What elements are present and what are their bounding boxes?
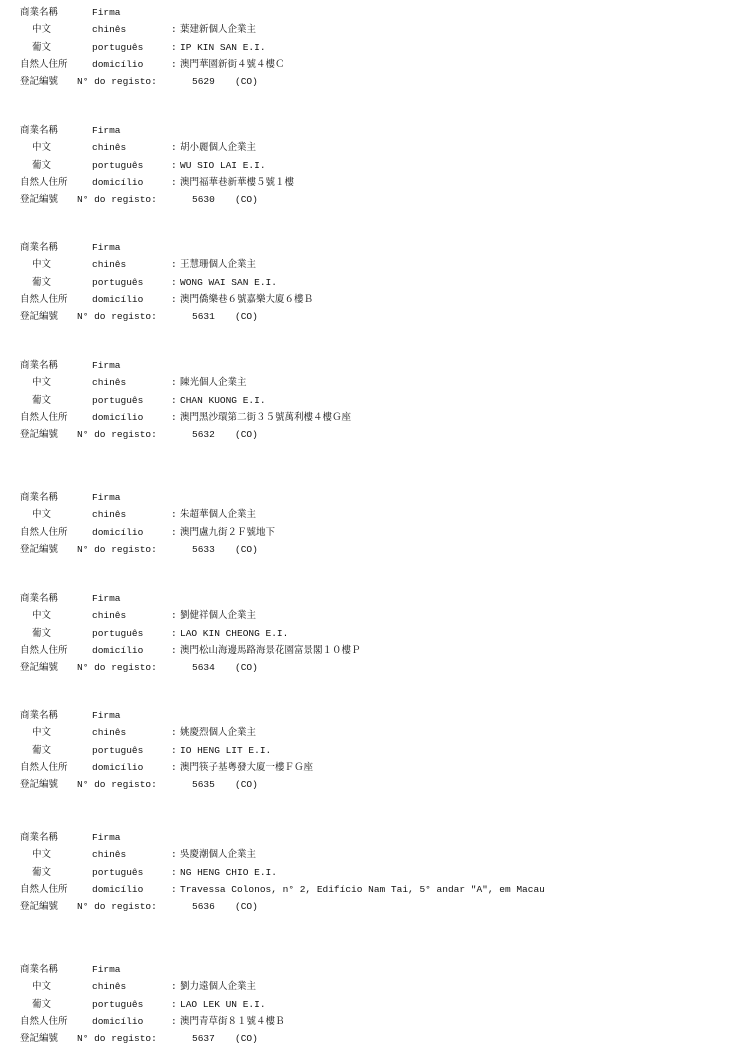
firm-label-zh: 商業名稱 xyxy=(20,7,59,18)
domicile-label-pt: domicílio xyxy=(92,883,144,895)
portuguese-name-value: WU SIO LAI E.I. xyxy=(180,159,266,171)
domicile-label-pt: domicílio xyxy=(92,176,144,188)
colon: : xyxy=(171,727,177,739)
chinese-name-line xyxy=(20,23,720,40)
portuguese-label-zh: 葡文 xyxy=(32,744,52,756)
registry-label-pt: N° do registo: xyxy=(77,76,157,88)
registry-line xyxy=(20,661,720,678)
registry-number: 5629 xyxy=(192,76,215,88)
portuguese-name-line xyxy=(20,159,720,176)
registry-label-pt: N° do registo: xyxy=(77,543,157,555)
portuguese-label-zh: 葡文 xyxy=(32,627,52,639)
firm-label-pt: Firma xyxy=(92,242,121,253)
colon: : xyxy=(171,377,177,389)
portuguese-label-pt: português xyxy=(92,394,144,406)
colon: : xyxy=(171,509,177,521)
registry-number: 5633 xyxy=(192,543,215,555)
domicile-label-pt: domicílio xyxy=(92,1015,144,1027)
portuguese-label-pt: português xyxy=(92,998,144,1010)
portuguese-label-zh: 葡文 xyxy=(32,41,52,53)
registry-suffix: (CO) xyxy=(235,311,258,323)
registry-suffix: (CO) xyxy=(235,429,258,441)
domicile-label-pt: domicílio xyxy=(92,58,144,70)
colon: : xyxy=(171,849,177,861)
registry-number: 5631 xyxy=(192,311,215,323)
firm-label-pt: Firma xyxy=(92,492,121,503)
chinese-label-pt: chinês xyxy=(92,727,127,739)
firm-label-zh: 商業名稱 xyxy=(20,593,59,604)
registry-suffix: (CO) xyxy=(235,1033,258,1045)
colon: : xyxy=(171,293,177,305)
registry-label-pt: N° do registo: xyxy=(77,311,157,323)
firm-label-zh: 商業名稱 xyxy=(20,832,59,843)
portuguese-name-value: NG HENG CHIO E.I. xyxy=(180,866,277,878)
firm-label-pt: Firma xyxy=(92,710,121,721)
chinese-name-value: 王慧珊個人企業主 xyxy=(180,259,257,271)
chinese-label-zh: 中文 xyxy=(32,259,52,271)
registry-label-pt: N° do registo: xyxy=(77,429,157,441)
chinese-label-zh: 中文 xyxy=(32,981,52,993)
domicile-label-zh: 自然人住所 xyxy=(20,761,68,773)
portuguese-label-pt: português xyxy=(92,276,144,288)
registry-record xyxy=(20,124,720,210)
domicile-label-zh: 自然人住所 xyxy=(20,58,68,70)
domicile-label-zh: 自然人住所 xyxy=(20,293,68,305)
registry-label-zh: 登記編號 xyxy=(20,543,59,555)
registry-suffix: (CO) xyxy=(235,76,258,88)
chinese-label-zh: 中文 xyxy=(32,142,52,154)
chinese-name-value: 吳慶潮個人企業主 xyxy=(180,849,257,861)
domicile-label-zh: 自然人住所 xyxy=(20,176,68,188)
portuguese-name-line xyxy=(20,627,720,644)
registry-label-zh: 登記編號 xyxy=(20,779,59,791)
domicile-label-pt: domicílio xyxy=(92,526,144,538)
colon: : xyxy=(171,176,177,188)
registry-record xyxy=(20,709,720,795)
registry-line xyxy=(20,428,720,445)
portuguese-label-zh: 葡文 xyxy=(32,276,52,288)
domicile-value: 澳門華園新街４號４樓Ｃ xyxy=(180,58,285,70)
domicile-label-zh: 自然人住所 xyxy=(20,1015,68,1027)
firm-label-zh: 商業名稱 xyxy=(20,125,59,136)
chinese-name-line xyxy=(20,726,720,743)
registry-label-pt: N° do registo: xyxy=(77,194,157,206)
registry-record xyxy=(20,831,720,917)
registry-suffix: (CO) xyxy=(235,194,258,206)
portuguese-label-pt: português xyxy=(92,866,144,878)
chinese-label-pt: chinês xyxy=(92,981,127,993)
portuguese-label-pt: português xyxy=(92,159,144,171)
portuguese-name-line xyxy=(20,41,720,58)
registry-suffix: (CO) xyxy=(235,543,258,555)
domicile-label-pt: domicílio xyxy=(92,644,144,656)
colon: : xyxy=(171,761,177,773)
registry-record xyxy=(20,359,720,445)
colon: : xyxy=(171,159,177,171)
registry-label-zh: 登記編號 xyxy=(20,311,59,323)
chinese-name-line xyxy=(20,609,720,626)
firm-label-zh: 商業名稱 xyxy=(20,360,59,371)
portuguese-name-line xyxy=(20,276,720,293)
firm-header-line xyxy=(20,592,720,609)
firm-label-pt: Firma xyxy=(92,360,121,371)
chinese-label-zh: 中文 xyxy=(32,727,52,739)
chinese-label-zh: 中文 xyxy=(32,24,52,36)
firm-label-zh: 商業名稱 xyxy=(20,964,59,975)
portuguese-name-line xyxy=(20,744,720,761)
firm-header-line xyxy=(20,709,720,726)
registry-label-zh: 登記編號 xyxy=(20,1033,59,1045)
portuguese-name-value: LAO KIN CHEONG E.I. xyxy=(180,627,289,639)
firm-label-pt: Firma xyxy=(92,125,121,136)
colon: : xyxy=(171,644,177,656)
portuguese-label-pt: português xyxy=(92,41,144,53)
registry-label-zh: 登記編號 xyxy=(20,662,59,674)
chinese-label-zh: 中文 xyxy=(32,849,52,861)
domicile-line xyxy=(20,761,720,778)
registry-number: 5636 xyxy=(192,901,215,913)
colon: : xyxy=(171,744,177,756)
portuguese-name-value: WONG WAI SAN E.I. xyxy=(180,276,277,288)
registry-record xyxy=(20,6,720,92)
chinese-name-value: 姚慶烈個人企業主 xyxy=(180,727,257,739)
domicile-label-zh: 自然人住所 xyxy=(20,411,68,423)
domicile-line xyxy=(20,176,720,193)
registry-record xyxy=(20,491,720,560)
firm-header-line xyxy=(20,241,720,258)
domicile-value: 澳門松山海邊馬路海景花園富景閣１０樓Ｐ xyxy=(180,644,361,656)
domicile-value: 澳門青草街８１號４樓Ｂ xyxy=(180,1015,285,1027)
chinese-name-value: 朱超華個人企業主 xyxy=(180,509,257,521)
colon: : xyxy=(171,1015,177,1027)
firm-header-line xyxy=(20,359,720,376)
colon: : xyxy=(171,627,177,639)
colon: : xyxy=(171,24,177,36)
portuguese-name-value: CHAN KUONG E.I. xyxy=(180,394,266,406)
portuguese-name-value: LAO LEK UN E.I. xyxy=(180,998,266,1010)
chinese-name-line xyxy=(20,258,720,275)
domicile-value: 澳門黑沙環第二街３５號萬利樓４樓Ｇ座 xyxy=(180,411,352,423)
domicile-line xyxy=(20,644,720,661)
colon: : xyxy=(171,394,177,406)
registry-record xyxy=(20,592,720,678)
colon: : xyxy=(171,58,177,70)
chinese-label-pt: chinês xyxy=(92,377,127,389)
chinese-name-line xyxy=(20,508,720,525)
domicile-line xyxy=(20,883,720,900)
chinese-label-zh: 中文 xyxy=(32,377,52,389)
chinese-name-value: 葉建新個人企業主 xyxy=(180,24,257,36)
firm-label-zh: 商業名稱 xyxy=(20,242,59,253)
domicile-label-pt: domicílio xyxy=(92,411,144,423)
domicile-value: 澳門盧九街２Ｆ號地下 xyxy=(180,526,276,538)
chinese-name-value: 胡小麗個人企業主 xyxy=(180,142,257,154)
registry-label-pt: N° do registo: xyxy=(77,1033,157,1045)
firm-label-pt: Firma xyxy=(92,964,121,975)
chinese-name-line xyxy=(20,141,720,158)
domicile-line xyxy=(20,293,720,310)
firm-header-line xyxy=(20,491,720,508)
firm-header-line xyxy=(20,124,720,141)
portuguese-name-value: IO HENG LIT E.I. xyxy=(180,744,272,756)
colon: : xyxy=(171,411,177,423)
portuguese-name-line xyxy=(20,998,720,1015)
chinese-label-zh: 中文 xyxy=(32,509,52,521)
chinese-name-line xyxy=(20,848,720,865)
domicile-line xyxy=(20,411,720,428)
registry-number: 5632 xyxy=(192,429,215,441)
chinese-label-pt: chinês xyxy=(92,24,127,36)
registry-line xyxy=(20,778,720,795)
registry-label-pt: N° do registo: xyxy=(77,779,157,791)
domicile-label-pt: domicílio xyxy=(92,761,144,773)
portuguese-name-value: IP KIN SAN E.I. xyxy=(180,41,266,53)
registry-record xyxy=(20,963,720,1049)
firm-label-zh: 商業名稱 xyxy=(20,492,59,503)
domicile-value: Travessa Colonos, n° 2, Edifício Nam Tai, 5° andar "A", em Macau xyxy=(180,883,545,895)
colon: : xyxy=(171,259,177,271)
registry-line xyxy=(20,543,720,560)
registry-line xyxy=(20,900,720,917)
colon: : xyxy=(171,981,177,993)
domicile-value: 澳門僑樂巷６號嘉樂大廈６樓Ｂ xyxy=(180,293,314,305)
registry-label-zh: 登記編號 xyxy=(20,429,59,441)
colon: : xyxy=(171,610,177,622)
registry-label-zh: 登記編號 xyxy=(20,901,59,913)
chinese-name-line xyxy=(20,980,720,997)
chinese-label-pt: chinês xyxy=(92,509,127,521)
domicile-label-zh: 自然人住所 xyxy=(20,883,68,895)
registry-label-zh: 登記編號 xyxy=(20,194,59,206)
chinese-label-pt: chinês xyxy=(92,259,127,271)
firm-label-zh: 商業名稱 xyxy=(20,710,59,721)
registry-suffix: (CO) xyxy=(235,779,258,791)
chinese-label-pt: chinês xyxy=(92,610,127,622)
chinese-label-pt: chinês xyxy=(92,142,127,154)
domicile-line xyxy=(20,1015,720,1032)
portuguese-label-zh: 葡文 xyxy=(32,866,52,878)
registry-number: 5635 xyxy=(192,779,215,791)
registry-label-zh: 登記編號 xyxy=(20,76,59,88)
colon: : xyxy=(171,866,177,878)
portuguese-label-zh: 葡文 xyxy=(32,394,52,406)
firm-header-line xyxy=(20,831,720,848)
domicile-label-zh: 自然人住所 xyxy=(20,526,68,538)
registry-line xyxy=(20,193,720,210)
portuguese-name-line xyxy=(20,866,720,883)
registry-label-pt: N° do registo: xyxy=(77,662,157,674)
registry-line xyxy=(20,75,720,92)
registry-suffix: (CO) xyxy=(235,901,258,913)
colon: : xyxy=(171,276,177,288)
registry-number: 5634 xyxy=(192,662,215,674)
portuguese-name-line xyxy=(20,394,720,411)
firm-label-pt: Firma xyxy=(92,7,121,18)
domicile-value: 澳門筷子基粵發大廈一樓ＦＧ座 xyxy=(180,761,314,773)
registry-suffix: (CO) xyxy=(235,662,258,674)
domicile-label-zh: 自然人住所 xyxy=(20,644,68,656)
chinese-name-value: 陳光個人企業主 xyxy=(180,377,247,389)
chinese-name-value: 劉健祥個人企業主 xyxy=(180,610,257,622)
colon: : xyxy=(171,883,177,895)
registry-record xyxy=(20,241,720,327)
firm-header-line xyxy=(20,963,720,980)
colon: : xyxy=(171,142,177,154)
domicile-label-pt: domicílio xyxy=(92,293,144,305)
portuguese-label-pt: português xyxy=(92,627,144,639)
colon: : xyxy=(171,998,177,1010)
chinese-label-pt: chinês xyxy=(92,849,127,861)
chinese-name-value: 劉力遠個人企業主 xyxy=(180,981,257,993)
portuguese-label-zh: 葡文 xyxy=(32,998,52,1010)
colon: : xyxy=(171,41,177,53)
chinese-name-line xyxy=(20,376,720,393)
registry-line xyxy=(20,1032,720,1049)
colon: : xyxy=(171,526,177,538)
portuguese-label-zh: 葡文 xyxy=(32,159,52,171)
registry-number: 5630 xyxy=(192,194,215,206)
chinese-label-zh: 中文 xyxy=(32,610,52,622)
registry-label-pt: N° do registo: xyxy=(77,901,157,913)
registry-number: 5637 xyxy=(192,1033,215,1045)
domicile-line xyxy=(20,526,720,543)
portuguese-label-pt: português xyxy=(92,744,144,756)
firm-label-pt: Firma xyxy=(92,832,121,843)
domicile-value: 澳門福華巷新華樓５號１樓 xyxy=(180,176,295,188)
firm-header-line xyxy=(20,6,720,23)
registry-line xyxy=(20,310,720,327)
firm-label-pt: Firma xyxy=(92,593,121,604)
domicile-line xyxy=(20,58,720,75)
